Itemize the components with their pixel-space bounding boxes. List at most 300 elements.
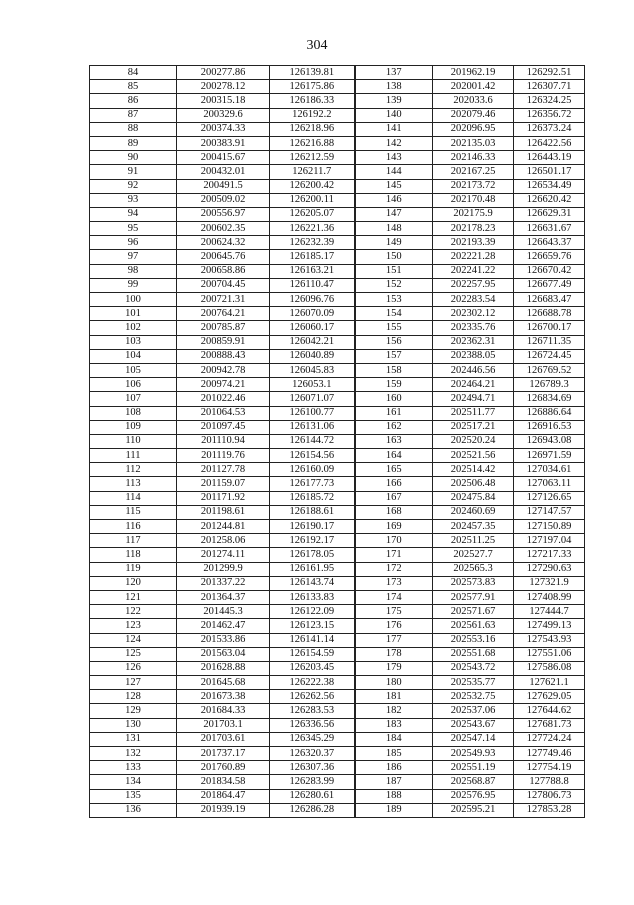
left-x-coordinate-cell: 201737.17: [177, 747, 270, 761]
left-x-coordinate-cell: 200556.97: [177, 207, 270, 221]
left-point-number-cell: 99: [90, 278, 177, 292]
right-x-coordinate-cell: 202464.21: [433, 378, 514, 392]
left-point-number-cell: 123: [90, 619, 177, 633]
right-point-number-cell: 184: [355, 732, 433, 746]
table-row: [90, 335, 585, 349]
table-row: [90, 165, 585, 179]
table-row: [90, 293, 585, 307]
left-x-coordinate-cell: 201462.47: [177, 619, 270, 633]
table-row: [90, 761, 585, 775]
left-point-number-cell: 116: [90, 520, 177, 534]
right-x-coordinate-cell: 202521.56: [433, 449, 514, 463]
right-y-coordinate-cell: 126356.72: [514, 108, 585, 122]
left-point-number-cell: 113: [90, 477, 177, 491]
right-y-coordinate-cell: 126292.51: [514, 66, 585, 80]
right-point-number-cell: 160: [355, 392, 433, 406]
right-point-number-cell: 173: [355, 576, 433, 590]
right-y-coordinate-cell: 126943.08: [514, 434, 585, 448]
right-point-number-cell: 154: [355, 307, 433, 321]
right-x-coordinate-cell: 202167.25: [433, 165, 514, 179]
left-y-coordinate-cell: 126212.59: [270, 151, 355, 165]
left-point-number-cell: 105: [90, 363, 177, 377]
right-y-coordinate-cell: 127499.13: [514, 619, 585, 633]
left-point-number-cell: 125: [90, 647, 177, 661]
right-y-coordinate-cell: 127806.73: [514, 789, 585, 803]
right-x-coordinate-cell: 202576.95: [433, 789, 514, 803]
right-y-coordinate-cell: 127321.9: [514, 576, 585, 590]
right-x-coordinate-cell: 202571.67: [433, 605, 514, 619]
table-row: [90, 534, 585, 548]
left-y-coordinate-cell: 126143.74: [270, 576, 355, 590]
left-x-coordinate-cell: 200764.21: [177, 307, 270, 321]
left-point-number-cell: 120: [90, 576, 177, 590]
left-point-number-cell: 121: [90, 590, 177, 604]
left-x-coordinate-cell: 200704.45: [177, 278, 270, 292]
left-x-coordinate-cell: 200509.02: [177, 193, 270, 207]
table-row: [90, 122, 585, 136]
left-point-number-cell: 131: [90, 732, 177, 746]
right-point-number-cell: 148: [355, 222, 433, 236]
left-y-coordinate-cell: 126280.61: [270, 789, 355, 803]
table-row: [90, 449, 585, 463]
right-x-coordinate-cell: 202302.12: [433, 307, 514, 321]
left-x-coordinate-cell: 201171.92: [177, 491, 270, 505]
right-x-coordinate-cell: 202475.84: [433, 491, 514, 505]
right-point-number-cell: 144: [355, 165, 433, 179]
right-point-number-cell: 161: [355, 406, 433, 420]
table-row: [90, 718, 585, 732]
right-y-coordinate-cell: 127444.7: [514, 605, 585, 619]
right-y-coordinate-cell: 127551.06: [514, 647, 585, 661]
left-y-coordinate-cell: 126060.17: [270, 321, 355, 335]
right-y-coordinate-cell: 127197.04: [514, 534, 585, 548]
left-y-coordinate-cell: 126336.56: [270, 718, 355, 732]
left-x-coordinate-cell: 200721.31: [177, 293, 270, 307]
right-y-coordinate-cell: 127034.61: [514, 463, 585, 477]
left-y-coordinate-cell: 126185.72: [270, 491, 355, 505]
table-row: [90, 307, 585, 321]
right-y-coordinate-cell: 126643.37: [514, 236, 585, 250]
table-row: [90, 66, 585, 80]
left-x-coordinate-cell: 200974.21: [177, 378, 270, 392]
right-x-coordinate-cell: 202514.42: [433, 463, 514, 477]
right-point-number-cell: 149: [355, 236, 433, 250]
right-y-coordinate-cell: 126688.78: [514, 307, 585, 321]
left-y-coordinate-cell: 126320.37: [270, 747, 355, 761]
left-y-coordinate-cell: 126163.21: [270, 264, 355, 278]
right-x-coordinate-cell: 202568.87: [433, 775, 514, 789]
table-row: [90, 222, 585, 236]
right-x-coordinate-cell: 202537.06: [433, 704, 514, 718]
right-y-coordinate-cell: 127853.28: [514, 803, 585, 817]
left-x-coordinate-cell: 200624.32: [177, 236, 270, 250]
left-point-number-cell: 108: [90, 406, 177, 420]
right-point-number-cell: 137: [355, 66, 433, 80]
right-y-coordinate-cell: 127681.73: [514, 718, 585, 732]
left-point-number-cell: 89: [90, 136, 177, 150]
table-row: [90, 179, 585, 193]
left-x-coordinate-cell: 201645.68: [177, 676, 270, 690]
left-x-coordinate-cell: 201244.81: [177, 520, 270, 534]
right-point-number-cell: 175: [355, 605, 433, 619]
left-point-number-cell: 96: [90, 236, 177, 250]
left-point-number-cell: 114: [90, 491, 177, 505]
left-point-number-cell: 94: [90, 207, 177, 221]
right-point-number-cell: 187: [355, 775, 433, 789]
left-y-coordinate-cell: 126222.38: [270, 676, 355, 690]
table-row: [90, 264, 585, 278]
right-x-coordinate-cell: 202221.28: [433, 250, 514, 264]
right-x-coordinate-cell: 202283.54: [433, 293, 514, 307]
left-point-number-cell: 107: [90, 392, 177, 406]
left-point-number-cell: 102: [90, 321, 177, 335]
right-point-number-cell: 186: [355, 761, 433, 775]
left-x-coordinate-cell: 201703.61: [177, 732, 270, 746]
right-x-coordinate-cell: 202553.16: [433, 633, 514, 647]
table-row: [90, 250, 585, 264]
left-point-number-cell: 135: [90, 789, 177, 803]
left-x-coordinate-cell: 201703.1: [177, 718, 270, 732]
right-x-coordinate-cell: 202577.91: [433, 590, 514, 604]
table-row: [90, 278, 585, 292]
left-x-coordinate-cell: 201864.47: [177, 789, 270, 803]
table-row: [90, 193, 585, 207]
table-row: [90, 420, 585, 434]
right-y-coordinate-cell: 126971.59: [514, 449, 585, 463]
left-x-coordinate-cell: 201364.37: [177, 590, 270, 604]
table-row: [90, 80, 585, 94]
right-x-coordinate-cell: 202494.71: [433, 392, 514, 406]
left-x-coordinate-cell: 201258.06: [177, 534, 270, 548]
right-point-number-cell: 163: [355, 434, 433, 448]
right-x-coordinate-cell: 202241.22: [433, 264, 514, 278]
left-y-coordinate-cell: 126200.11: [270, 193, 355, 207]
right-x-coordinate-cell: 202527.7: [433, 548, 514, 562]
right-point-number-cell: 182: [355, 704, 433, 718]
left-x-coordinate-cell: 200859.91: [177, 335, 270, 349]
left-y-coordinate-cell: 126100.77: [270, 406, 355, 420]
left-point-number-cell: 84: [90, 66, 177, 80]
left-y-coordinate-cell: 126161.95: [270, 562, 355, 576]
left-y-coordinate-cell: 126040.89: [270, 349, 355, 363]
right-y-coordinate-cell: 127724.24: [514, 732, 585, 746]
left-point-number-cell: 90: [90, 151, 177, 165]
left-x-coordinate-cell: 201119.76: [177, 449, 270, 463]
table-row: [90, 505, 585, 519]
left-y-coordinate-cell: 126123.15: [270, 619, 355, 633]
right-y-coordinate-cell: 126670.42: [514, 264, 585, 278]
table-row: [90, 477, 585, 491]
right-x-coordinate-cell: 202543.67: [433, 718, 514, 732]
left-x-coordinate-cell: 200432.01: [177, 165, 270, 179]
right-y-coordinate-cell: 127217.33: [514, 548, 585, 562]
left-y-coordinate-cell: 126177.73: [270, 477, 355, 491]
right-point-number-cell: 159: [355, 378, 433, 392]
left-point-number-cell: 124: [90, 633, 177, 647]
right-x-coordinate-cell: 202170.48: [433, 193, 514, 207]
left-x-coordinate-cell: 201834.58: [177, 775, 270, 789]
right-y-coordinate-cell: 126373.24: [514, 122, 585, 136]
table-row: [90, 136, 585, 150]
right-x-coordinate-cell: 202520.24: [433, 434, 514, 448]
table-row: [90, 94, 585, 108]
table-row: [90, 236, 585, 250]
right-x-coordinate-cell: 202135.03: [433, 136, 514, 150]
left-y-coordinate-cell: 126307.36: [270, 761, 355, 775]
right-x-coordinate-cell: 202511.25: [433, 534, 514, 548]
right-point-number-cell: 141: [355, 122, 433, 136]
left-y-coordinate-cell: 126345.29: [270, 732, 355, 746]
right-y-coordinate-cell: 127408.99: [514, 590, 585, 604]
left-point-number-cell: 112: [90, 463, 177, 477]
left-x-coordinate-cell: 200374.33: [177, 122, 270, 136]
right-x-coordinate-cell: 202033.6: [433, 94, 514, 108]
right-y-coordinate-cell: 127586.08: [514, 661, 585, 675]
left-point-number-cell: 88: [90, 122, 177, 136]
left-y-coordinate-cell: 126200.42: [270, 179, 355, 193]
left-x-coordinate-cell: 200278.12: [177, 80, 270, 94]
right-y-coordinate-cell: 126307.71: [514, 80, 585, 94]
right-x-coordinate-cell: 202551.19: [433, 761, 514, 775]
right-y-coordinate-cell: 127644.62: [514, 704, 585, 718]
left-point-number-cell: 128: [90, 690, 177, 704]
right-x-coordinate-cell: 202388.05: [433, 349, 514, 363]
left-point-number-cell: 110: [90, 434, 177, 448]
right-x-coordinate-cell: 202175.9: [433, 207, 514, 221]
left-y-coordinate-cell: 126192.17: [270, 534, 355, 548]
left-y-coordinate-cell: 126160.09: [270, 463, 355, 477]
left-y-coordinate-cell: 126042.21: [270, 335, 355, 349]
left-point-number-cell: 127: [90, 676, 177, 690]
left-x-coordinate-cell: 201097.45: [177, 420, 270, 434]
right-y-coordinate-cell: 127290.63: [514, 562, 585, 576]
right-x-coordinate-cell: 202178.23: [433, 222, 514, 236]
table-row: [90, 605, 585, 619]
left-y-coordinate-cell: 126283.99: [270, 775, 355, 789]
left-point-number-cell: 87: [90, 108, 177, 122]
right-point-number-cell: 179: [355, 661, 433, 675]
left-point-number-cell: 136: [90, 803, 177, 817]
left-y-coordinate-cell: 126053.1: [270, 378, 355, 392]
left-y-coordinate-cell: 126262.56: [270, 690, 355, 704]
table-row: [90, 619, 585, 633]
left-point-number-cell: 132: [90, 747, 177, 761]
coordinates-table: [89, 65, 585, 818]
right-point-number-cell: 143: [355, 151, 433, 165]
right-point-number-cell: 155: [355, 321, 433, 335]
left-point-number-cell: 92: [90, 179, 177, 193]
right-point-number-cell: 169: [355, 520, 433, 534]
right-point-number-cell: 185: [355, 747, 433, 761]
left-x-coordinate-cell: 200491.5: [177, 179, 270, 193]
left-y-coordinate-cell: 126175.86: [270, 80, 355, 94]
left-x-coordinate-cell: 201563.04: [177, 647, 270, 661]
left-point-number-cell: 104: [90, 349, 177, 363]
right-y-coordinate-cell: 126629.31: [514, 207, 585, 221]
left-y-coordinate-cell: 126190.17: [270, 520, 355, 534]
right-y-coordinate-cell: 126534.49: [514, 179, 585, 193]
right-x-coordinate-cell: 201962.19: [433, 66, 514, 80]
left-y-coordinate-cell: 126131.06: [270, 420, 355, 434]
right-y-coordinate-cell: 126631.67: [514, 222, 585, 236]
left-point-number-cell: 97: [90, 250, 177, 264]
right-x-coordinate-cell: 202335.76: [433, 321, 514, 335]
left-y-coordinate-cell: 126139.81: [270, 66, 355, 80]
left-x-coordinate-cell: 201198.61: [177, 505, 270, 519]
table-row: [90, 363, 585, 377]
left-x-coordinate-cell: 201628.88: [177, 661, 270, 675]
left-x-coordinate-cell: 201445.3: [177, 605, 270, 619]
left-point-number-cell: 91: [90, 165, 177, 179]
table-row: [90, 576, 585, 590]
right-y-coordinate-cell: 126659.76: [514, 250, 585, 264]
table-row: [90, 704, 585, 718]
left-y-coordinate-cell: 126286.28: [270, 803, 355, 817]
left-point-number-cell: 134: [90, 775, 177, 789]
table-row: [90, 590, 585, 604]
right-point-number-cell: 171: [355, 548, 433, 562]
table-row: [90, 151, 585, 165]
left-x-coordinate-cell: 201939.19: [177, 803, 270, 817]
right-point-number-cell: 146: [355, 193, 433, 207]
right-y-coordinate-cell: 126677.49: [514, 278, 585, 292]
left-x-coordinate-cell: 200315.18: [177, 94, 270, 108]
left-x-coordinate-cell: 200277.86: [177, 66, 270, 80]
left-point-number-cell: 100: [90, 293, 177, 307]
right-y-coordinate-cell: 127147.57: [514, 505, 585, 519]
left-x-coordinate-cell: 201684.33: [177, 704, 270, 718]
right-point-number-cell: 170: [355, 534, 433, 548]
right-y-coordinate-cell: 126700.17: [514, 321, 585, 335]
table-row: [90, 562, 585, 576]
right-point-number-cell: 156: [355, 335, 433, 349]
right-point-number-cell: 151: [355, 264, 433, 278]
table-row: [90, 789, 585, 803]
right-y-coordinate-cell: 127788.8: [514, 775, 585, 789]
table-row: [90, 434, 585, 448]
table-row: [90, 747, 585, 761]
left-point-number-cell: 122: [90, 605, 177, 619]
right-x-coordinate-cell: 202561.63: [433, 619, 514, 633]
right-point-number-cell: 166: [355, 477, 433, 491]
left-y-coordinate-cell: 126211.7: [270, 165, 355, 179]
left-y-coordinate-cell: 126283.53: [270, 704, 355, 718]
left-y-coordinate-cell: 126232.39: [270, 236, 355, 250]
right-x-coordinate-cell: 202173.72: [433, 179, 514, 193]
right-y-coordinate-cell: 126724.45: [514, 349, 585, 363]
right-y-coordinate-cell: 126422.56: [514, 136, 585, 150]
right-x-coordinate-cell: 202573.83: [433, 576, 514, 590]
right-y-coordinate-cell: 127754.19: [514, 761, 585, 775]
right-x-coordinate-cell: 202535.77: [433, 676, 514, 690]
left-y-coordinate-cell: 126185.17: [270, 250, 355, 264]
right-point-number-cell: 177: [355, 633, 433, 647]
left-x-coordinate-cell: 201274.11: [177, 548, 270, 562]
left-point-number-cell: 133: [90, 761, 177, 775]
right-y-coordinate-cell: 127126.65: [514, 491, 585, 505]
table-row: [90, 803, 585, 817]
right-x-coordinate-cell: 202460.69: [433, 505, 514, 519]
table-row: [90, 520, 585, 534]
right-y-coordinate-cell: 126916.53: [514, 420, 585, 434]
left-y-coordinate-cell: 126205.07: [270, 207, 355, 221]
left-y-coordinate-cell: 126144.72: [270, 434, 355, 448]
left-x-coordinate-cell: 200602.35: [177, 222, 270, 236]
right-y-coordinate-cell: 126324.25: [514, 94, 585, 108]
right-point-number-cell: 189: [355, 803, 433, 817]
left-x-coordinate-cell: 201299.9: [177, 562, 270, 576]
table-row: [90, 732, 585, 746]
left-point-number-cell: 95: [90, 222, 177, 236]
right-y-coordinate-cell: 126443.19: [514, 151, 585, 165]
right-x-coordinate-cell: 202511.77: [433, 406, 514, 420]
right-point-number-cell: 164: [355, 449, 433, 463]
left-x-coordinate-cell: 201159.07: [177, 477, 270, 491]
table-row: [90, 690, 585, 704]
right-x-coordinate-cell: 202457.35: [433, 520, 514, 534]
right-point-number-cell: 178: [355, 647, 433, 661]
right-point-number-cell: 153: [355, 293, 433, 307]
left-y-coordinate-cell: 126192.2: [270, 108, 355, 122]
left-y-coordinate-cell: 126096.76: [270, 293, 355, 307]
coordinates-table-body: [90, 66, 585, 818]
left-point-number-cell: 86: [90, 94, 177, 108]
table-row: [90, 775, 585, 789]
right-y-coordinate-cell: 127629.05: [514, 690, 585, 704]
right-point-number-cell: 174: [355, 590, 433, 604]
left-point-number-cell: 115: [90, 505, 177, 519]
left-y-coordinate-cell: 126133.83: [270, 590, 355, 604]
left-point-number-cell: 98: [90, 264, 177, 278]
table-row: [90, 321, 585, 335]
left-x-coordinate-cell: 200888.43: [177, 349, 270, 363]
right-point-number-cell: 152: [355, 278, 433, 292]
table-row: [90, 491, 585, 505]
right-x-coordinate-cell: 202096.95: [433, 122, 514, 136]
table-row: [90, 548, 585, 562]
left-x-coordinate-cell: 200415.67: [177, 151, 270, 165]
right-y-coordinate-cell: 126834.69: [514, 392, 585, 406]
right-point-number-cell: 138: [355, 80, 433, 94]
right-y-coordinate-cell: 127063.11: [514, 477, 585, 491]
table-row: [90, 108, 585, 122]
right-point-number-cell: 147: [355, 207, 433, 221]
left-point-number-cell: 85: [90, 80, 177, 94]
table-row: [90, 378, 585, 392]
right-x-coordinate-cell: 202446.56: [433, 363, 514, 377]
right-point-number-cell: 150: [355, 250, 433, 264]
left-x-coordinate-cell: 200658.86: [177, 264, 270, 278]
table-row: [90, 463, 585, 477]
table-row: [90, 661, 585, 675]
right-point-number-cell: 172: [355, 562, 433, 576]
left-point-number-cell: 103: [90, 335, 177, 349]
left-y-coordinate-cell: 126216.88: [270, 136, 355, 150]
left-y-coordinate-cell: 126141.14: [270, 633, 355, 647]
right-x-coordinate-cell: 202551.68: [433, 647, 514, 661]
left-y-coordinate-cell: 126221.36: [270, 222, 355, 236]
left-point-number-cell: 106: [90, 378, 177, 392]
left-x-coordinate-cell: 201064.53: [177, 406, 270, 420]
right-point-number-cell: 158: [355, 363, 433, 377]
right-x-coordinate-cell: 202532.75: [433, 690, 514, 704]
right-point-number-cell: 162: [355, 420, 433, 434]
left-point-number-cell: 93: [90, 193, 177, 207]
right-y-coordinate-cell: 126683.47: [514, 293, 585, 307]
left-y-coordinate-cell: 126218.96: [270, 122, 355, 136]
right-y-coordinate-cell: 127150.89: [514, 520, 585, 534]
right-point-number-cell: 157: [355, 349, 433, 363]
